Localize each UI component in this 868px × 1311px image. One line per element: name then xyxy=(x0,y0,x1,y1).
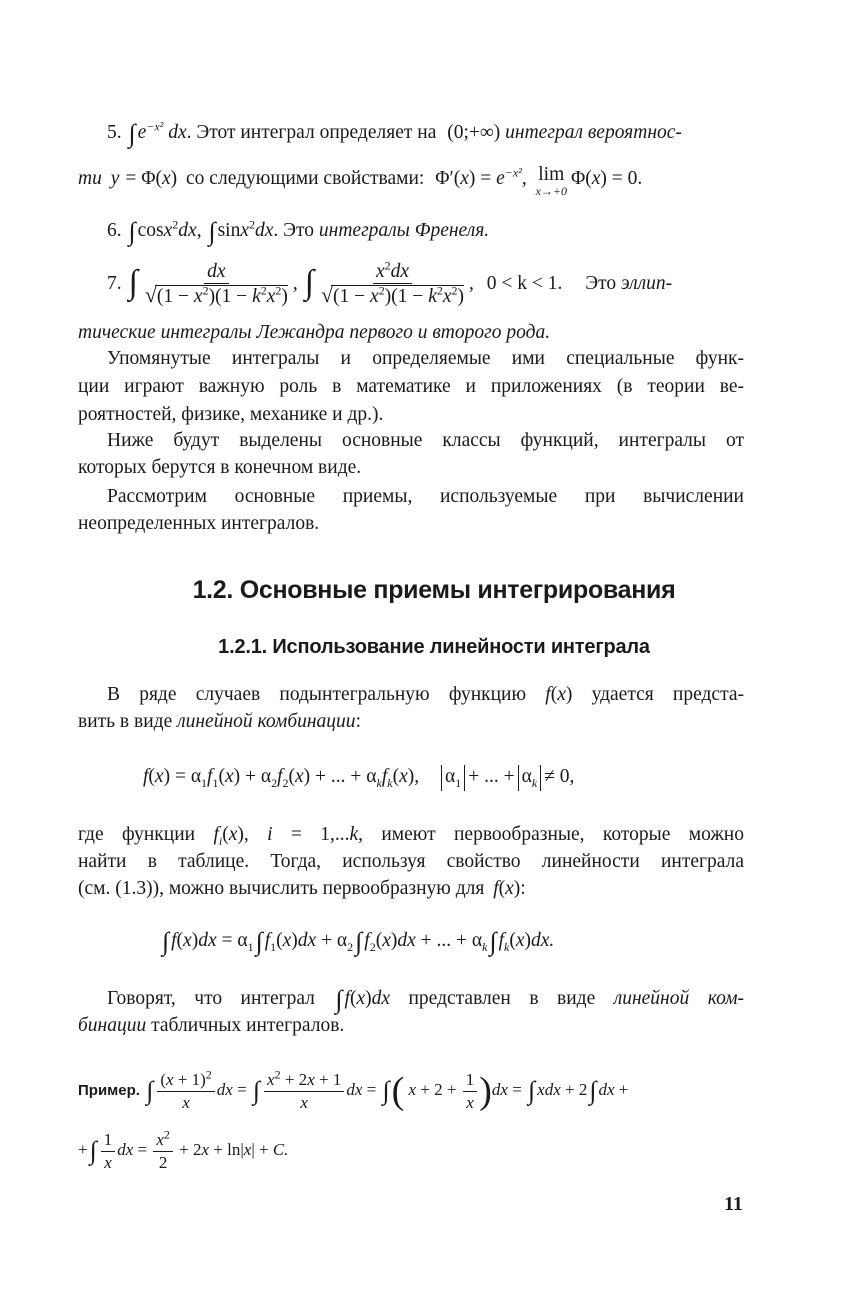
paragraph-1-line-2: ции играют важную роль в математике и приложениях (в теории ве- xyxy=(78,376,744,397)
paragraph-2-line-1: Ниже будут выделены основные классы функций, интегралы от xyxy=(107,430,744,451)
example-line-2: +∫ $\frac{1}{x}$ dx = $\frac{x^2}{2}$ + 2x + ln|x| + C. xyxy=(78,1126,289,1172)
page-number: 11 xyxy=(724,1193,743,1215)
where-line-3: (см. (1.3)), можно вычислить первообразную для f(x): xyxy=(78,878,526,899)
item-7-line: 7. ∫ $\frac{dx}{√(1 - x^2)(1 - k^2x^2)}$ , ∫ $\frac{x^2dx}{√(1 - x^2)(1 - k^2x^2)}$ , 0 < k < 1. Это эллип- xyxy=(107,258,673,308)
section-heading: 1.2. Основные приемы интегрирования xyxy=(192,576,676,604)
paragraph-1-line-3: роятностей, физике, механике и др.). xyxy=(78,404,384,425)
linear-line-2: вить в виде линейной комбинации: xyxy=(78,711,361,732)
linear-line-1: В ряде случаев подынтегральную функцию f(x) удается предста- xyxy=(107,684,744,705)
subsection-heading: 1.2.1. Использование линейности интеграла xyxy=(218,636,650,658)
formula-linear-combination: $f(x) = \alpha_1f_1(x) + \alpha_2f_2(x)$ + ... + $\alpha_kf_k(x)$, $\alpha_1$ + ... + $\alpha_k \ne 0$, xyxy=(143,766,575,790)
say-line-2: бинации табличных интегралов. xyxy=(78,1015,345,1036)
item-5-line-2: ти y = Φ(x) со следующими свойствами: $\Phi'(x) = e^{-x^2}$, lim x→+0 Φ(x) = 0. xyxy=(78,164,643,198)
example-line-1: Пример. ∫ $\frac{(x + 1)^2}{x}$ dx = ∫ $\frac{x^2 + 2x + 1}{x}$ dx = ∫( x + 2 + $\frac{1}{x}$ )dx = ∫ xdx + 2∫ dx + xyxy=(78,1066,629,1112)
example-label: Пример. xyxy=(78,1082,140,1099)
item-5-line-1: 5. ∫ $e^{-x^2}$ dx. Этот интеграл определяет на (0;+∞) интеграл вероятнос- xyxy=(107,119,682,148)
paragraph-2-line-2: которых берутся в конечном виде. xyxy=(78,457,362,478)
say-line-1: Говорят, что интеграл ∫ f(x)dx представлен в виде линейной ком- xyxy=(107,985,745,1014)
item-6-line: 6. ∫ cosx$^2$dx, ∫ sinx$^2$dx. Это интегралы Френеля. xyxy=(107,217,490,246)
item-7-line-2: тические интегралы Лежандра первого и второго рода. xyxy=(78,322,551,343)
where-line-2: найти в таблице. Тогда, используя свойство линейности интеграла xyxy=(78,851,744,872)
paragraph-1-line-1: Упомянутые интегралы и определяемые ими специальные функ- xyxy=(107,348,744,369)
formula-integral-linearity: ∫ $f(x)dx = \alpha_1\int$ $f_1(x)dx + \alpha_2\int$ $f_2(x)dx$ + ... + $\alpha_k\int$ $f_k(x)dx$. xyxy=(162,927,555,956)
paragraph-3-line-2: неопределенных интегралов. xyxy=(78,513,320,534)
paragraph-3-line-1: Рассмотрим основные приемы, используемые при вычислении xyxy=(107,486,744,507)
where-line-1: где функции $f_i(x)$, i = 1,...k, имеют первообразные, которые можно xyxy=(78,824,744,848)
